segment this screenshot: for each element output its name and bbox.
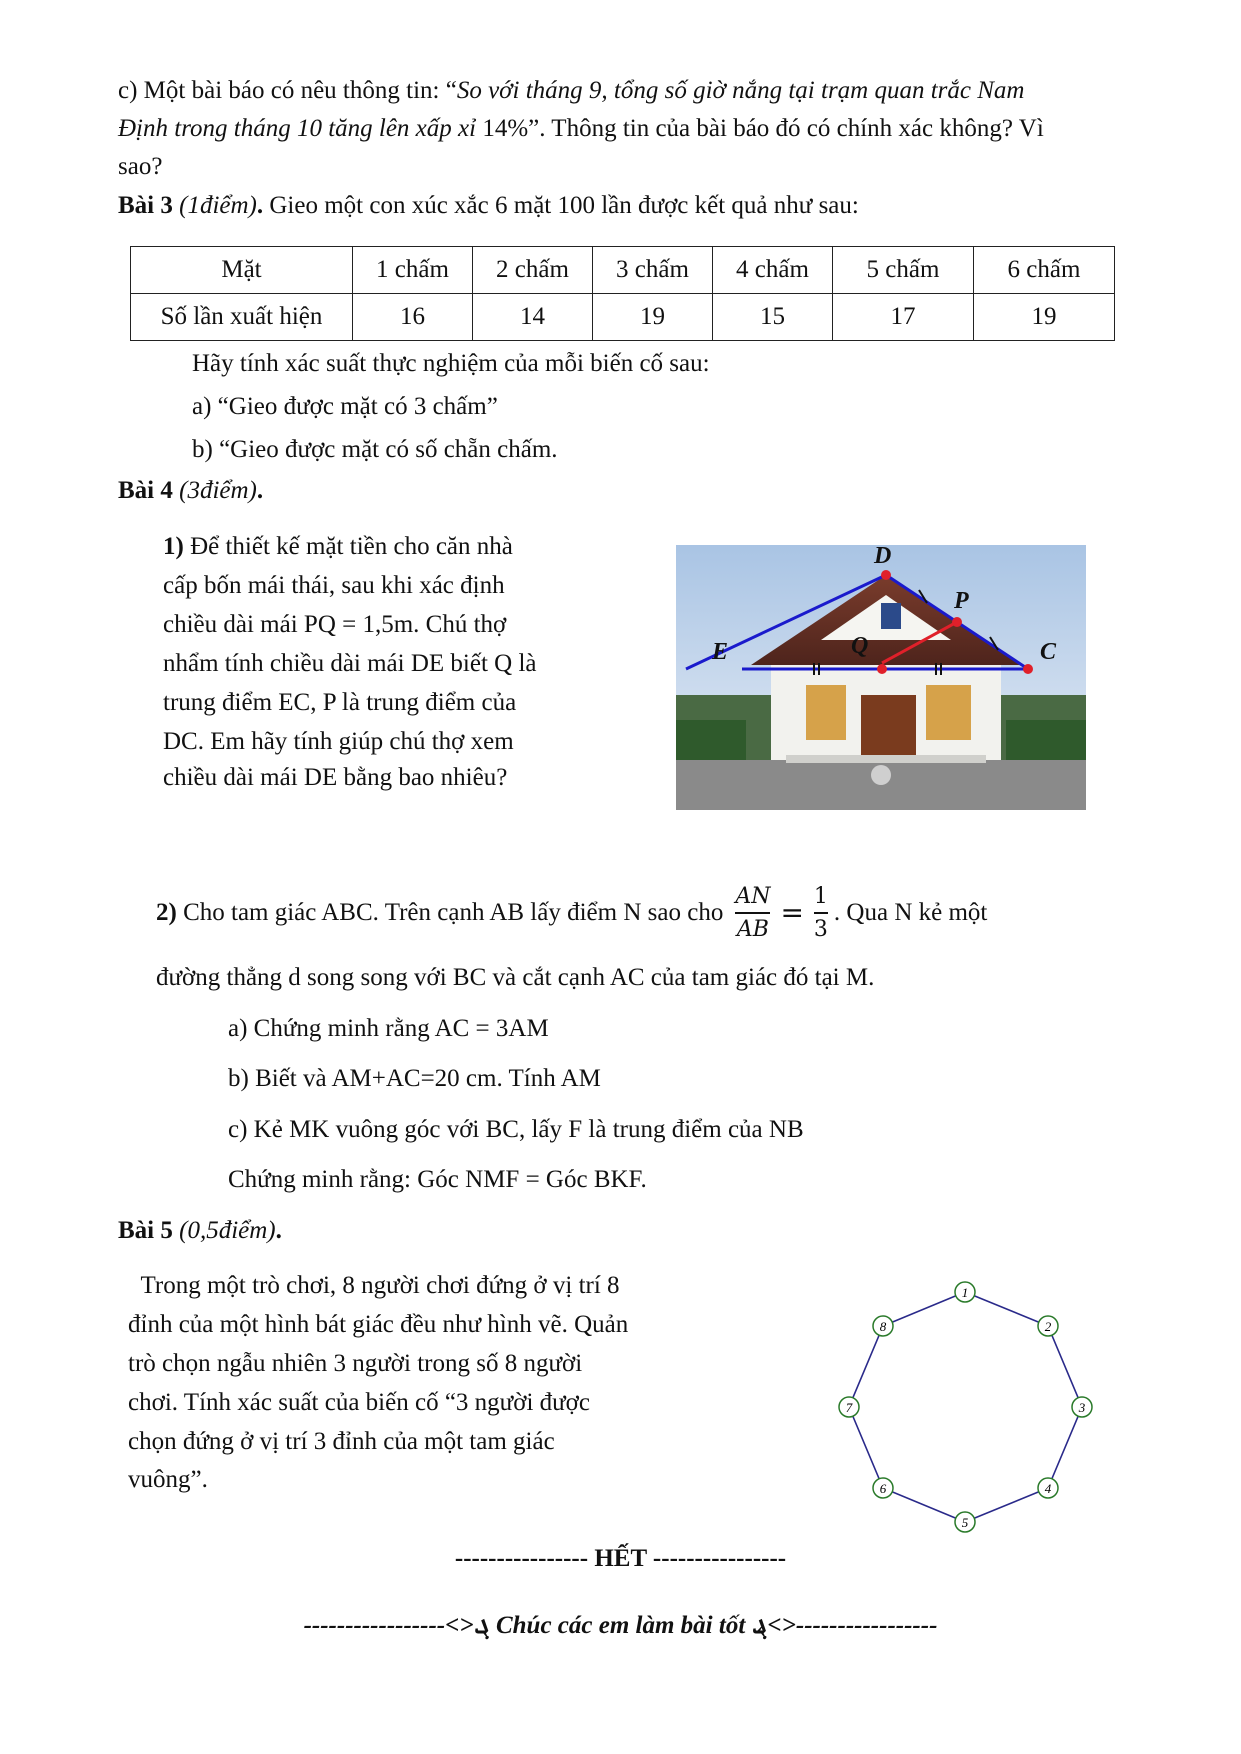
- bai2c-line1: c) Một bài báo có nêu thông tin: “So với tháng 9, tổng số giờ nắng tại trạm quan trắc Nam: [118, 77, 1025, 104]
- bai4-p1-line: nhẩm tính chiều dài mái DE biết Q là: [163, 650, 537, 677]
- table-cell: Mặt: [131, 247, 353, 294]
- vertex-7: [839, 1397, 859, 1417]
- closing-wish: -----------------<>ܓ Chúc các em làm bài tốt ܔ<>-----------------: [303, 1612, 938, 1639]
- table-cell: 15: [713, 294, 833, 341]
- house-roof-figure: [676, 545, 1086, 810]
- dice-table: [130, 246, 1115, 341]
- vertex-1: [955, 1282, 975, 1302]
- svg-text:4: 4: [1044, 1481, 1052, 1496]
- bai4-p2-c2: Chứng minh rằng: Góc NMF = Góc BKF.: [228, 1166, 647, 1193]
- bai4-p2-line2: đường thẳng d song song với BC và cắt cạnh AC của tam giác đó tại M.: [156, 964, 875, 991]
- label-e: E: [712, 639, 729, 665]
- end-marker: ---------------- HẾT ----------------: [454, 1545, 787, 1572]
- bai4-p1-line: trung điểm EC, P là trung điểm của: [163, 689, 517, 716]
- bai4-p2-a: a) Chứng minh rằng AC = 3AM: [228, 1015, 549, 1042]
- point-q: [877, 664, 887, 674]
- label-q: Q: [851, 633, 869, 659]
- bai5-line: trò chọn ngẫu nhiên 3 người trong số 8 người: [128, 1350, 583, 1377]
- table-cell: 17: [833, 294, 974, 341]
- fraction-one-third: $\frac{1}{3}$: [813, 883, 828, 942]
- octagon-diagram: [828, 1276, 1096, 1534]
- table-cell: 14: [473, 294, 593, 341]
- svg-text:8: 8: [879, 1319, 887, 1334]
- vertex-8: [873, 1316, 893, 1336]
- svg-text:6: 6: [879, 1481, 887, 1496]
- label-d: D: [874, 545, 892, 569]
- svg-text:1: 1: [961, 1285, 969, 1300]
- bai4-p2-b: b) Biết và AM+AC=20 cm. Tính AM: [228, 1065, 601, 1092]
- table-cell: 6 chấm: [974, 247, 1115, 294]
- vertex-2: [1038, 1316, 1058, 1336]
- bai3-heading: Bài 3 (1điểm). Gieo một con xúc xắc 6 mặt 100 lần được kết quả như sau:: [118, 192, 859, 219]
- label-p: P: [954, 588, 969, 614]
- table-cell: 16: [353, 294, 473, 341]
- bai5-last: vuông”.: [128, 1466, 208, 1493]
- bai3-b: b) “Gieo được mặt có số chẵn chấm.: [192, 436, 558, 463]
- vertex-5: [955, 1512, 975, 1532]
- bai4-p1-last: chiều dài mái DE bằng bao nhiêu?: [163, 764, 508, 791]
- bai5-body: [128, 1266, 694, 1500]
- bai5-line: đỉnh của một hình bát giác đều như hình vẽ. Quản: [128, 1311, 629, 1338]
- bai4-p1-line: DC. Em hãy tính giúp chú thợ xem: [163, 728, 514, 755]
- bai4-p1: [163, 527, 591, 800]
- bai2c-line2: Định trong tháng 10 tăng lên xấp xỉ 14%”. Thông tin của bài báo đó có chính xác không? Vì: [118, 115, 1044, 142]
- table-cell: 1 chấm: [353, 247, 473, 294]
- table-cell: 2 chấm: [473, 247, 593, 294]
- bai4-p1-line: chiều dài mái PQ = 1,5m. Chú thợ: [163, 611, 507, 638]
- bai5-line: chơi. Tính xác suất của biến cố “3 người được: [128, 1389, 590, 1416]
- table-cell: 4 chấm: [713, 247, 833, 294]
- point-p: [952, 617, 962, 627]
- table-cell: 3 chấm: [593, 247, 713, 294]
- bai2c-line3: sao?: [118, 153, 163, 180]
- table-cell: Số lần xuất hiện: [131, 294, 353, 341]
- bai5-line: chọn đứng ở vị trí 3 đỉnh của một tam giác: [128, 1428, 555, 1455]
- svg-text:3: 3: [1078, 1400, 1086, 1415]
- bai5-line: Trong một trò chơi, 8 người chơi đứng ở vị trí 8: [128, 1272, 620, 1299]
- svg-text:2: 2: [1044, 1319, 1052, 1334]
- house-illustration: [676, 545, 1086, 810]
- table-cell: 19: [974, 294, 1115, 341]
- bai4-p2-c: c) Kẻ MK vuông góc với BC, lấy F là trung điểm của NB: [228, 1116, 804, 1143]
- bai4-p2-line1: 2) Cho tam giác ABC. Trên cạnh AB lấy điểm N sao cho $\frac{AN}{AB}$ = $\frac{1}{3}$ . Qua N kẻ một: [156, 883, 988, 942]
- bai3-a: a) “Gieo được mặt có 3 chấm”: [192, 393, 498, 420]
- table-row: [131, 294, 1115, 341]
- svg-text:7: 7: [845, 1400, 853, 1415]
- vertex-4: [1038, 1478, 1058, 1498]
- table-row: [131, 247, 1115, 294]
- vertex-6: [873, 1478, 893, 1498]
- point-c: [1023, 664, 1033, 674]
- octagon-figure: [828, 1276, 1096, 1534]
- table-cell: 19: [593, 294, 713, 341]
- bai4-p1-line: 1) Để thiết kế mặt tiền cho căn nhà: [163, 533, 513, 560]
- bai3-prompt: Hãy tính xác suất thực nghiệm của mỗi biến cố sau:: [192, 350, 710, 377]
- bai4-p1-line: cấp bốn mái thái, sau khi xác định: [163, 572, 505, 599]
- point-d: [881, 570, 891, 580]
- bai5-heading: Bài 5 (0,5điểm).: [118, 1217, 282, 1244]
- svg-text:5: 5: [961, 1515, 969, 1530]
- vertex-3: [1072, 1397, 1092, 1417]
- table-cell: 5 chấm: [833, 247, 974, 294]
- bai4-heading: Bài 4 (3điểm).: [118, 477, 264, 504]
- label-c: C: [1040, 639, 1057, 665]
- fraction-an-ab: $\frac{AN}{AB}$: [735, 883, 771, 942]
